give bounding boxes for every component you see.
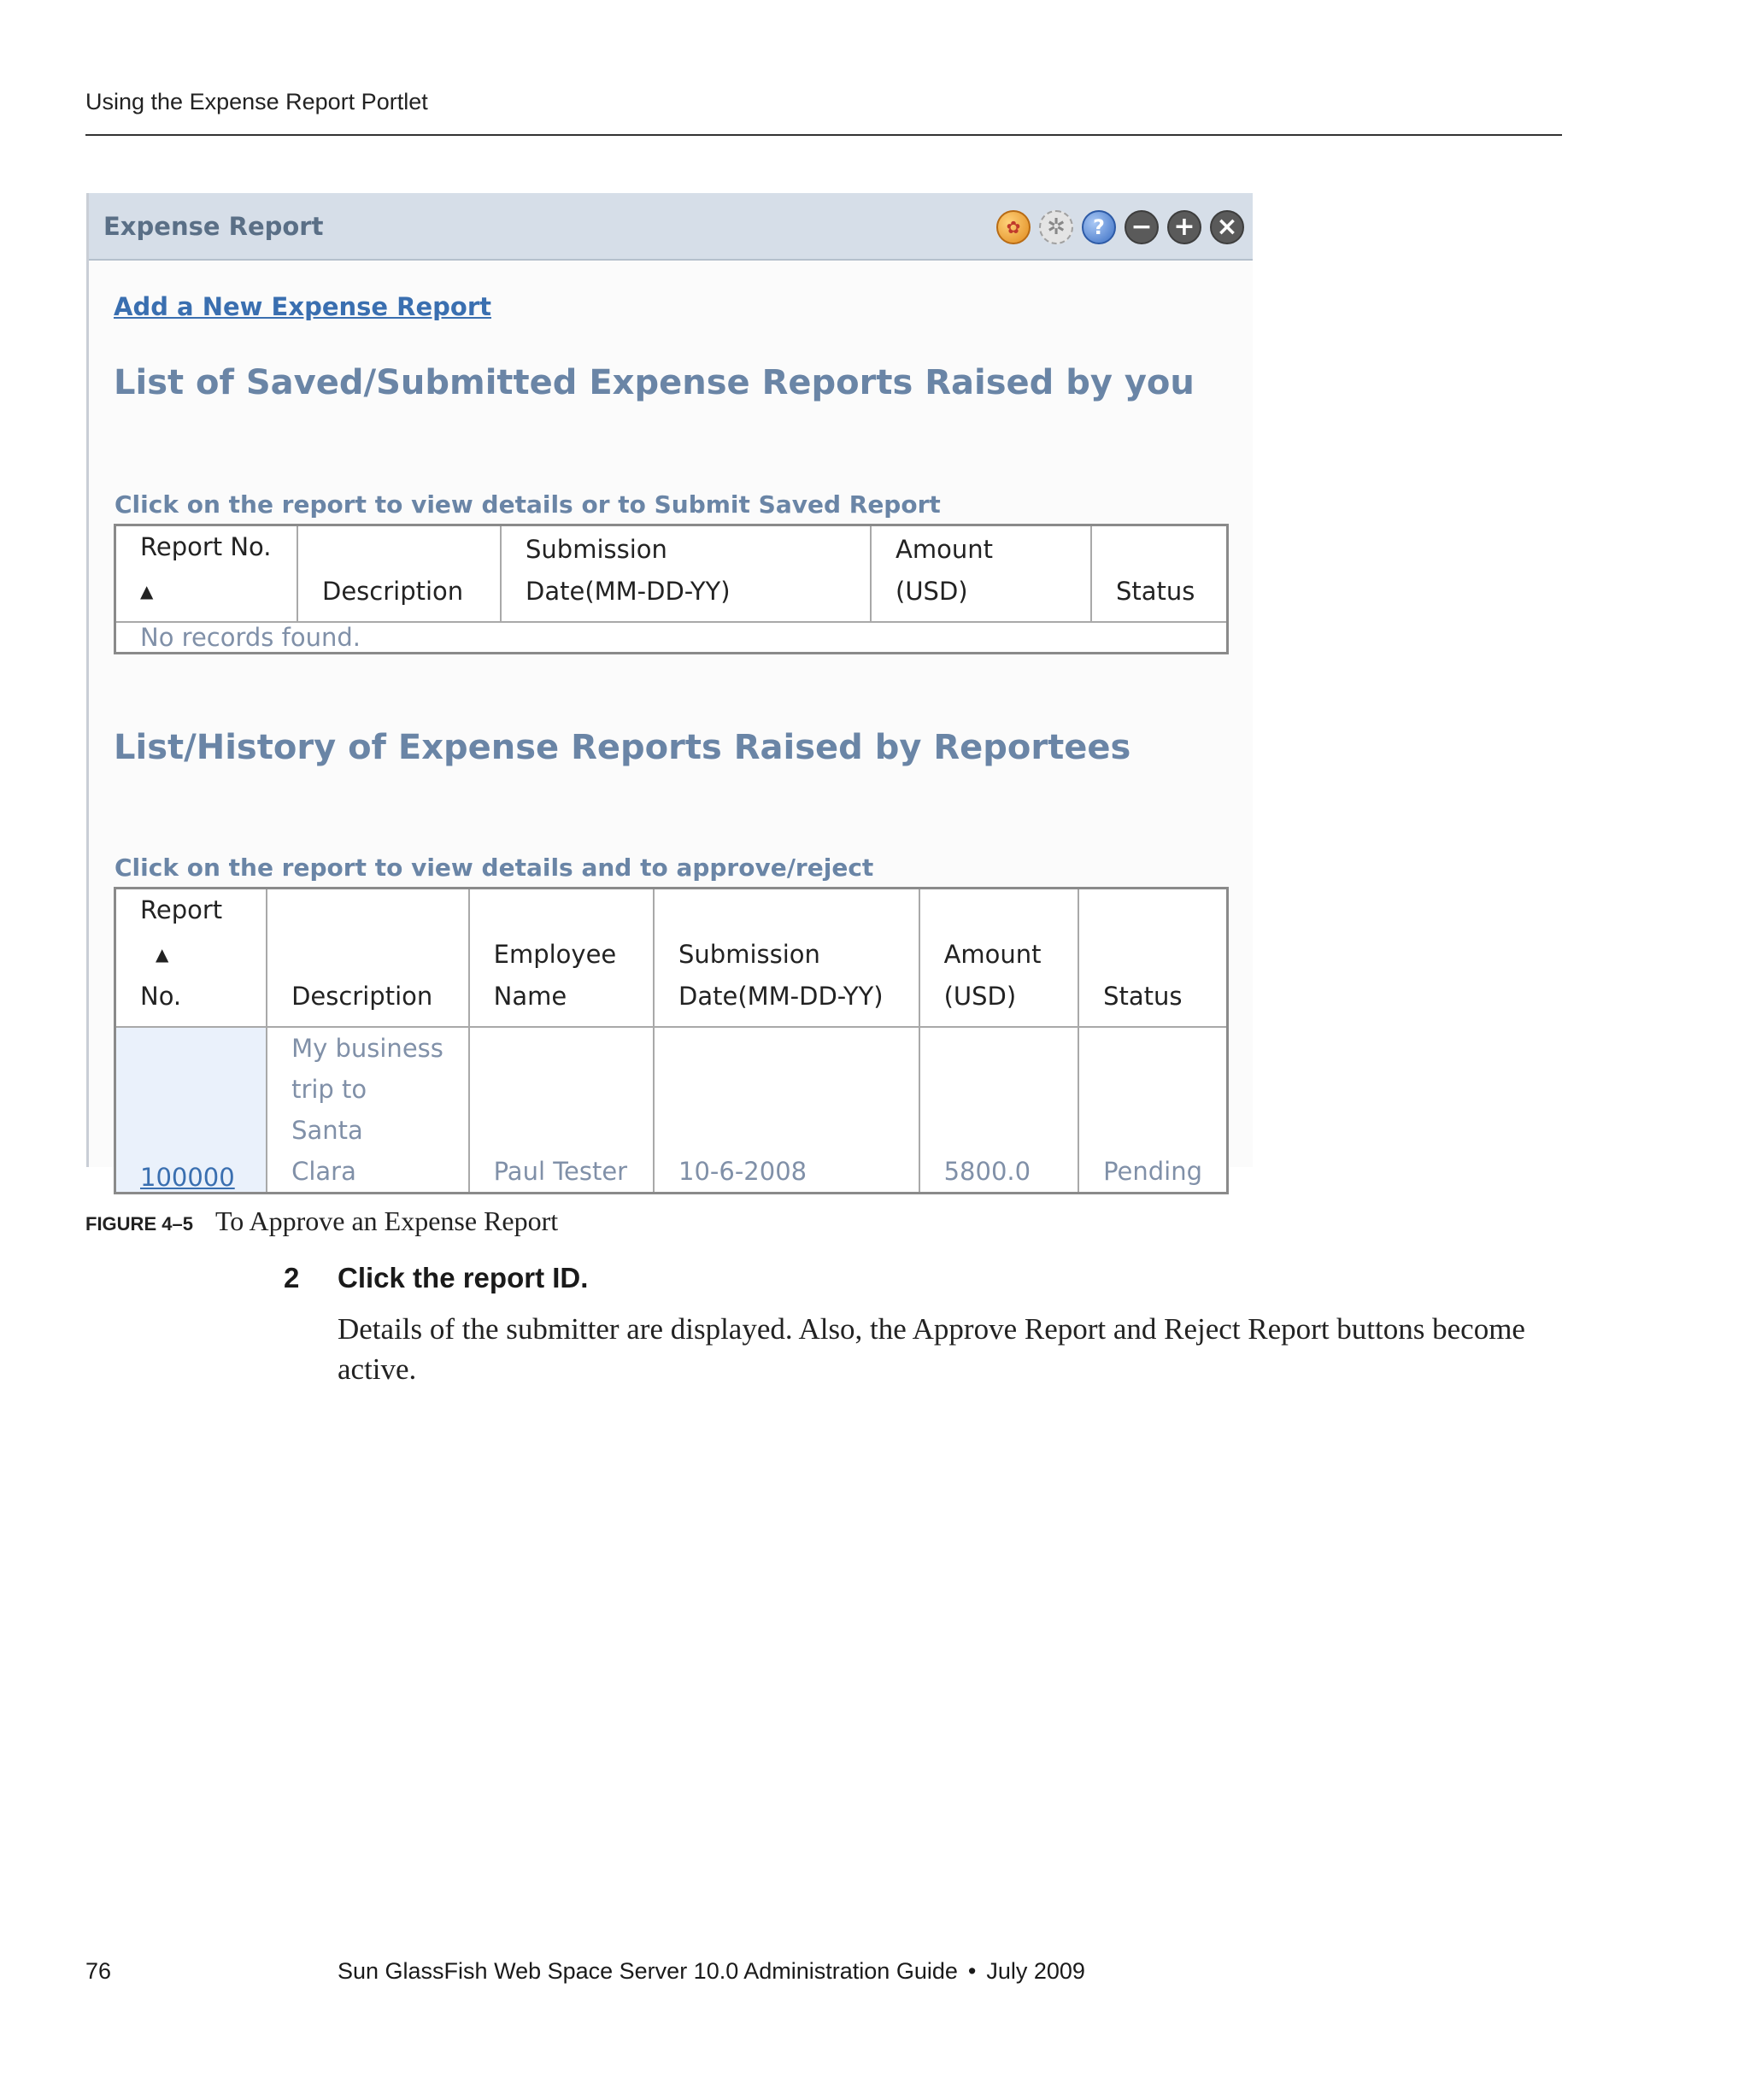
book-title: Sun GlassFish Web Space Server 10.0 Administration Guide <box>338 1958 958 1984</box>
figure-label: FIGURE 4–5 <box>85 1213 193 1235</box>
portlet-titlebar <box>89 193 1253 261</box>
gear-icon[interactable]: ✲ <box>1039 210 1073 244</box>
own-reports-table <box>114 524 1229 654</box>
column-header-description: Description <box>267 889 469 1028</box>
column-header-submission-date: Submission Date(MM-DD-YY) <box>654 889 919 1028</box>
maximize-icon[interactable]: + <box>1167 210 1201 244</box>
step-title: Click the report ID. <box>338 1262 589 1293</box>
footer <box>338 1958 1085 1985</box>
help-icon[interactable]: ? <box>1082 210 1116 244</box>
column-header-employee-name: Employee Name <box>469 889 654 1028</box>
footer-date: July 2009 <box>986 1958 1085 1984</box>
reportee-reports-table <box>114 887 1229 1194</box>
header-rule <box>85 134 1562 136</box>
expense-report-portlet <box>86 193 1253 1192</box>
column-header-status: Status <box>1091 525 1228 623</box>
step-number: 2 <box>284 1262 300 1293</box>
own-reports-instruction: Click on the report to view details or to Submit Saved Report <box>115 490 941 519</box>
figure-caption <box>85 1205 558 1237</box>
add-expense-report-link[interactable]: Add a New Expense Report <box>114 292 492 321</box>
report-id-cell <box>115 1027 267 1194</box>
table-row <box>115 622 1228 654</box>
column-header-submission-date: Submission Date(MM-DD-YY) <box>501 525 871 623</box>
status-cell: Pending <box>1078 1027 1227 1194</box>
close-icon[interactable]: × <box>1210 210 1244 244</box>
table-header-row <box>115 889 1228 1028</box>
column-header-amount: Amount (USD) <box>871 525 1091 623</box>
description-cell: My business trip to Santa Clara <box>267 1027 469 1194</box>
column-header-amount: Amount (USD) <box>919 889 1078 1028</box>
reportee-reports-heading: List/History of Expense Reports Raised by Reportees <box>114 728 1131 767</box>
portlet-title: Expense Report <box>103 212 324 241</box>
column-header-description: Description <box>297 525 501 623</box>
sort-ascending-icon[interactable]: ▲ <box>140 581 154 601</box>
minimize-icon[interactable]: − <box>1125 210 1159 244</box>
sort-ascending-icon[interactable]: ▲ <box>156 944 169 965</box>
palette-icon[interactable]: ✿ <box>996 210 1031 244</box>
footer-bullet: • <box>967 1958 977 1984</box>
column-header-report-no[interactable]: Report No. ▲ <box>115 525 298 623</box>
table-row[interactable] <box>115 1027 1228 1194</box>
own-reports-heading: List of Saved/Submitted Expense Reports Raised by you <box>114 363 1195 402</box>
column-header-report-no[interactable]: Report ▲ No. <box>115 889 267 1028</box>
table-header-row <box>115 525 1228 623</box>
date-cell: 10-6-2008 <box>654 1027 919 1194</box>
amount-cell: 5800.0 <box>919 1027 1078 1194</box>
step-body: Details of the submitter are displayed. Also, the Approve Report and Reject Report buttons become active. <box>338 1312 1525 1386</box>
reportee-reports-instruction: Click on the report to view details and to approve/reject <box>115 853 874 882</box>
report-id-link[interactable]: 100000 <box>140 1163 235 1192</box>
page-number: 76 <box>85 1958 112 1984</box>
no-records-message: No records found. <box>115 622 1228 654</box>
running-header: Using the Expense Report Portlet <box>85 89 428 114</box>
portlet-toolbar <box>996 210 1244 244</box>
employee-cell: Paul Tester <box>469 1027 654 1194</box>
column-header-status: Status <box>1078 889 1227 1028</box>
figure-caption-text: To Approve an Expense Report <box>214 1205 559 1236</box>
